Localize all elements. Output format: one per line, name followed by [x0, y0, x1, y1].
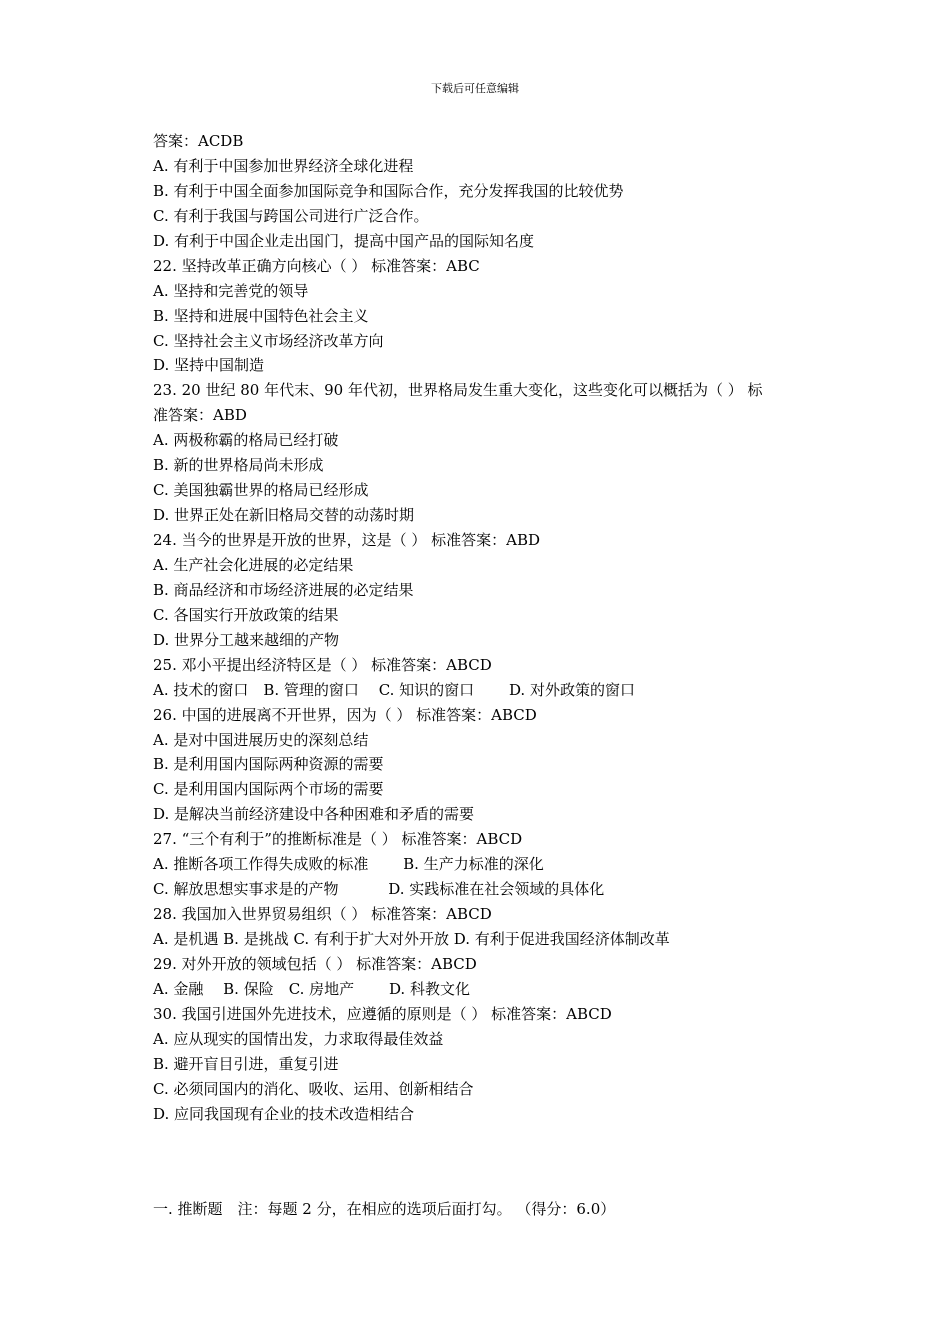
text-line: 22. 坚持改革正确方向核心（ ） 标准答案：ABC [153, 256, 480, 275]
text-line: 28. 我国加入世界贸易组织（ ） 标准答案：ABCD [153, 905, 492, 924]
text-line: 29. 对外开放的领域包括（ ） 标准答案：ABCD [153, 954, 477, 973]
text-line: A. 有利于中国参加世界经济全球化进程 [153, 156, 414, 175]
text-line: 27. “三个有利于”的推断标准是（ ） 标准答案：ABCD [153, 830, 523, 849]
text-line: D. 世界分工越来越细的产物 [153, 630, 340, 649]
text-line: B. 新的世界格局尚未形成 [153, 456, 324, 475]
text-line: A. 是对中国进展历史的深刻总结 [153, 730, 369, 749]
text-line: 24. 当今的世界是开放的世界，这是（ ） 标准答案：ABD [153, 531, 541, 549]
text-line: D. 坚持中国制造 [153, 356, 265, 375]
text-line: A. 应从现实的国情出发，力求取得最佳效益 [153, 1029, 444, 1048]
text-line: C. 美国独霸世界的格局已经形成 [153, 481, 369, 500]
text-line: A. 是机遇 B. 是挑战 C. 有利于扩大对外开放 D. 有利于促进我国经济体制改革 [153, 930, 670, 948]
text-line: 答案：ACDB [153, 132, 244, 150]
text-line: B. 是利用国内国际两种资源的需要 [153, 755, 384, 774]
text-line: C. 是利用国内国际两个市场的需要 [153, 780, 384, 799]
text-line: D. 应同我国现有企业的技术改造相结合 [153, 1104, 415, 1123]
text-line: A. 推断各项工作得失成败的标准 B. 生产力标准的深化 [153, 855, 544, 874]
text-line: 25. 邓小平提出经济特区是（ ） 标准答案：ABCD [153, 655, 492, 674]
text-line: A. 金融 B. 保险 C. 房地产 D. 科教文化 [153, 979, 470, 998]
text-line: D. 是解决当前经济建设中各种困难和矛盾的需要 [153, 805, 475, 824]
text-line: D. 有利于中国企业走出国门，提高中国产品的国际知名度 [153, 231, 535, 250]
text-line: A. 两极称霸的格局已经打破 [153, 431, 339, 450]
text-line: B. 商品经济和市场经济进展的必定结果 [153, 580, 414, 599]
text-line: A. 技术的窗口 B. 管理的窗口 C. 知识的窗口 D. 对外政策的窗口 [153, 680, 635, 699]
text-line: A. 坚持和完善党的领导 [153, 281, 309, 300]
text-line: 30. 我国引进国外先进技术，应遵循的原则是（ ） 标准答案：ABCD [153, 1004, 612, 1023]
text-line: D. 世界正处在新旧格局交替的动荡时期 [153, 506, 415, 525]
text-line: B. 避开盲目引进，重复引进 [153, 1054, 339, 1073]
page-header: 下载后可任意编辑 [431, 82, 519, 95]
text-line: B. 有利于中国全面参加国际竞争和国际合作，充分发挥我国的比较优势 [153, 181, 624, 200]
text-line: A. 生产社会化进展的必定结果 [153, 555, 354, 574]
text-line: C. 必须同国内的消化、吸收、运用、创新相结合 [153, 1079, 474, 1098]
document-body [153, 129, 833, 1127]
text-line: C. 坚持社会主义市场经济改革方向 [153, 331, 384, 350]
text-line: 23. 20 世纪 80 年代末、90 年代初，世界格局发生重大变化，这些变化可以概括为（ ） 标 [153, 381, 763, 400]
text-line: 26. 中国的进展离不开世界，因为（ ） 标准答案：ABCD [153, 705, 537, 724]
text-line: C. 解放思想实事求是的产物 D. 实践标准在社会领域的具体化 [153, 880, 605, 899]
text-line: C. 有利于我国与跨国公司进行广泛合作。 [153, 206, 429, 225]
section-heading-judgment: 一. 推断题 注：每题 2 分，在相应的选项后面打勾。 （得分：6.0） [153, 1200, 616, 1218]
text-line: 准答案：ABD [153, 406, 247, 425]
text-line: C. 各国实行开放政策的结果 [153, 605, 339, 624]
text-line: B. 坚持和进展中国特色社会主义 [153, 306, 369, 325]
